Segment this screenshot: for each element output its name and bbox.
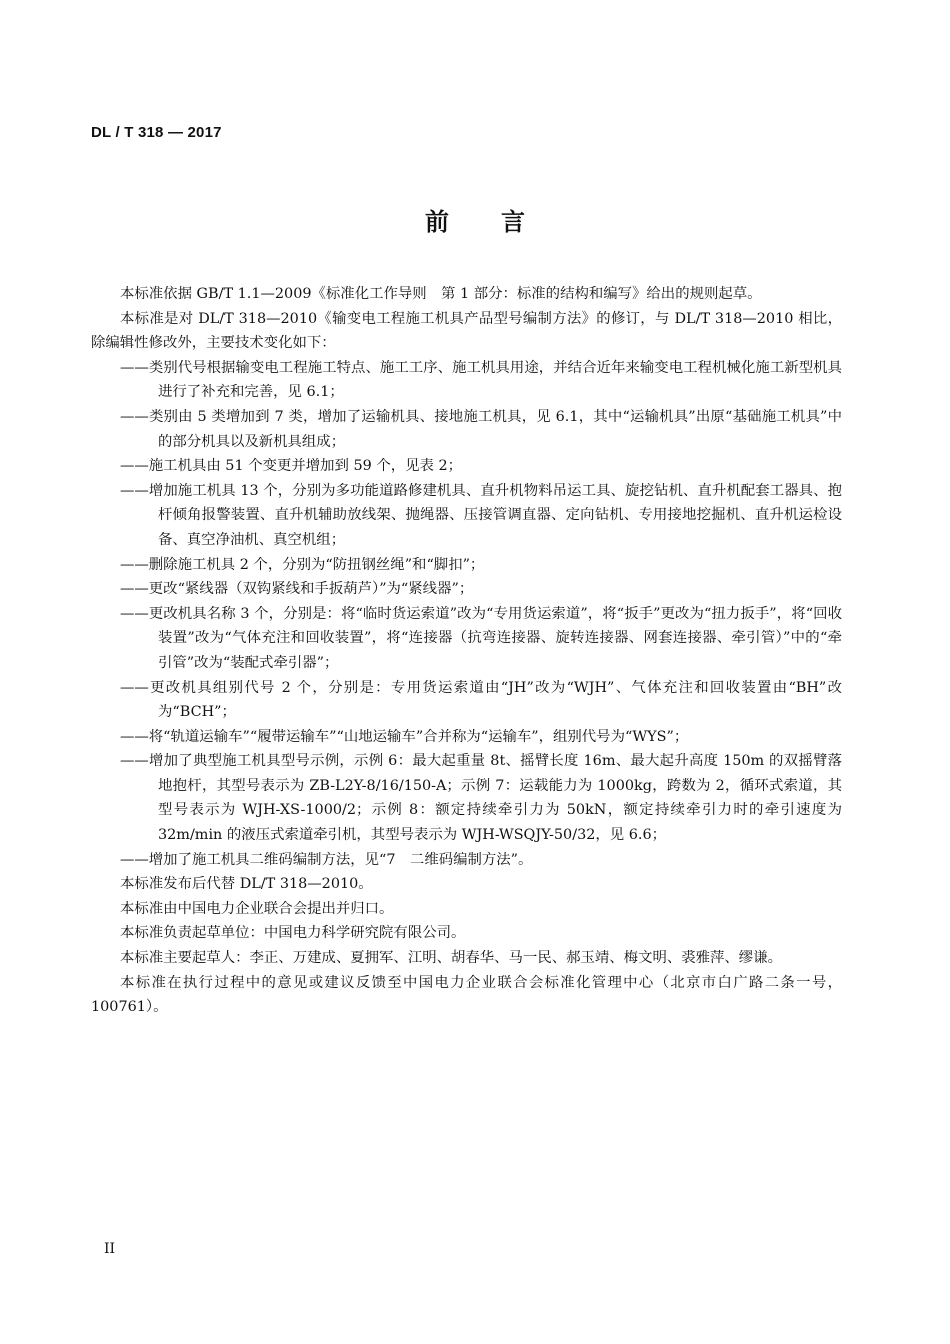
change-item-1: ——类别代号根据输变电工程施工特点、施工工序、施工机具用途，并结合近年来输变电工程机械化施工新型机具进行了补充和完善，见 6.1；	[120, 359, 842, 401]
feedback-paragraph: 本标准在执行过程中的意见或建议反馈至中国电力企业联合会标准化管理中心（北京市白广路二条一号，100761）。	[91, 974, 842, 1016]
drafting-unit-paragraph: 本标准负责起草单位：中国电力科学研究院有限公司。	[120, 925, 466, 942]
intro-paragraph-2: 本标准是对 DL/T 318—2010《输变电工程施工机具产品型号编制方法》的修订，与 DL/T 318—2010 相比，除编辑性修改外，主要技术变化如下：	[91, 310, 842, 352]
intro-paragraph-1: 本标准依据 GB/T 1.1—2009《标准化工作导则 第 1 部分：标准的结构和编写》给出的规则起草。	[120, 286, 762, 302]
change-item-4: ——增加施工机具 13 个，分别为多功能道路修建机具、直升机物料吊运工具、旋挖钻机、直升机配套工器具、抱杆倾角报警装置、直升机辅助放线架、抛绳器、压接管调直器、定向钻机、专用接地挖掘机、直升机运检设备、真空净油机、真空机组；	[120, 482, 842, 548]
change-item-2: ——类别由 5 类增加到 7 类，增加了运输机具、接地施工机具，见 6.1，其中“运输机具”出原“基础施工机具”中的部分机具以及新机具组成；	[120, 408, 842, 450]
change-item-5: ——删除施工机具 2 个，分别为“防扭钢丝绳”和“脚扣”；	[120, 556, 485, 573]
change-item-9: ——将“轨道运输车”“履带运输车”“山地运输车”合并称为“运输车”，组别代号为“WYS”；	[120, 728, 689, 745]
page-title: 前言	[425, 208, 577, 236]
change-item-8: ——更改机具组别代号 2 个，分别是：专用货运索道由“JH”改为“WJH”、气体充注和回收装置由“BH”改为“BCH”；	[120, 679, 842, 721]
page-number: II	[104, 1241, 116, 1257]
change-item-11: ——增加了施工机具二维码编制方法，见“7 二维码编制方法”。	[120, 851, 533, 868]
change-item-3: ——施工机具由 51 个变更并增加到 59 个，见表 2；	[120, 458, 463, 475]
document-body	[91, 282, 842, 1020]
drafters-paragraph: 本标准主要起草人：李正、万建成、夏拥军、江明、胡春华、马一民、郝玉靖、梅文明、裘雅萍、缪谦。	[120, 950, 782, 967]
change-item-10: ——增加了典型施工机具型号示例，示例 6：最大起重量 8t、摇臂长度 16m、最大起升高度 150m 的双摇臂落地抱杆，其型号表示为 ZB-L2Y-8/16/150-A；示例 7：运载能力为 1000kg，跨数为 2，循环式索道，其型号表示为 WJH-XS-1000/2；示例 8：额定持续牵引力为 50kN，额定持续牵引力时的牵引速度为 32m/min 的液压式索道牵引机，其型号表示为 WJH-WSQJY-50/32，见 6.6；	[120, 753, 842, 844]
change-item-6: ——更改“紧线器（双钩紧线和手扳葫芦）”为“紧线器”；	[120, 581, 474, 598]
replacement-paragraph: 本标准发布后代替 DL/T 318—2010。	[120, 876, 373, 893]
proposer-paragraph: 本标准由中国电力企业联合会提出并归口。	[120, 900, 394, 917]
change-item-7: ——更改机具名称 3 个，分别是：将“临时货运索道”改为“专用货运索道”，将“扳手”更改为“扭力扳手”，将“回收装置”改为“气体充注和回收装置”，将“连接器（抗弯连接器、旋转连接器、网套连接器、牵引管）”中的“牵引管”改为“装配式牵引器”；	[120, 605, 842, 671]
standard-code-header: DL / T 318 — 2017	[91, 124, 222, 141]
